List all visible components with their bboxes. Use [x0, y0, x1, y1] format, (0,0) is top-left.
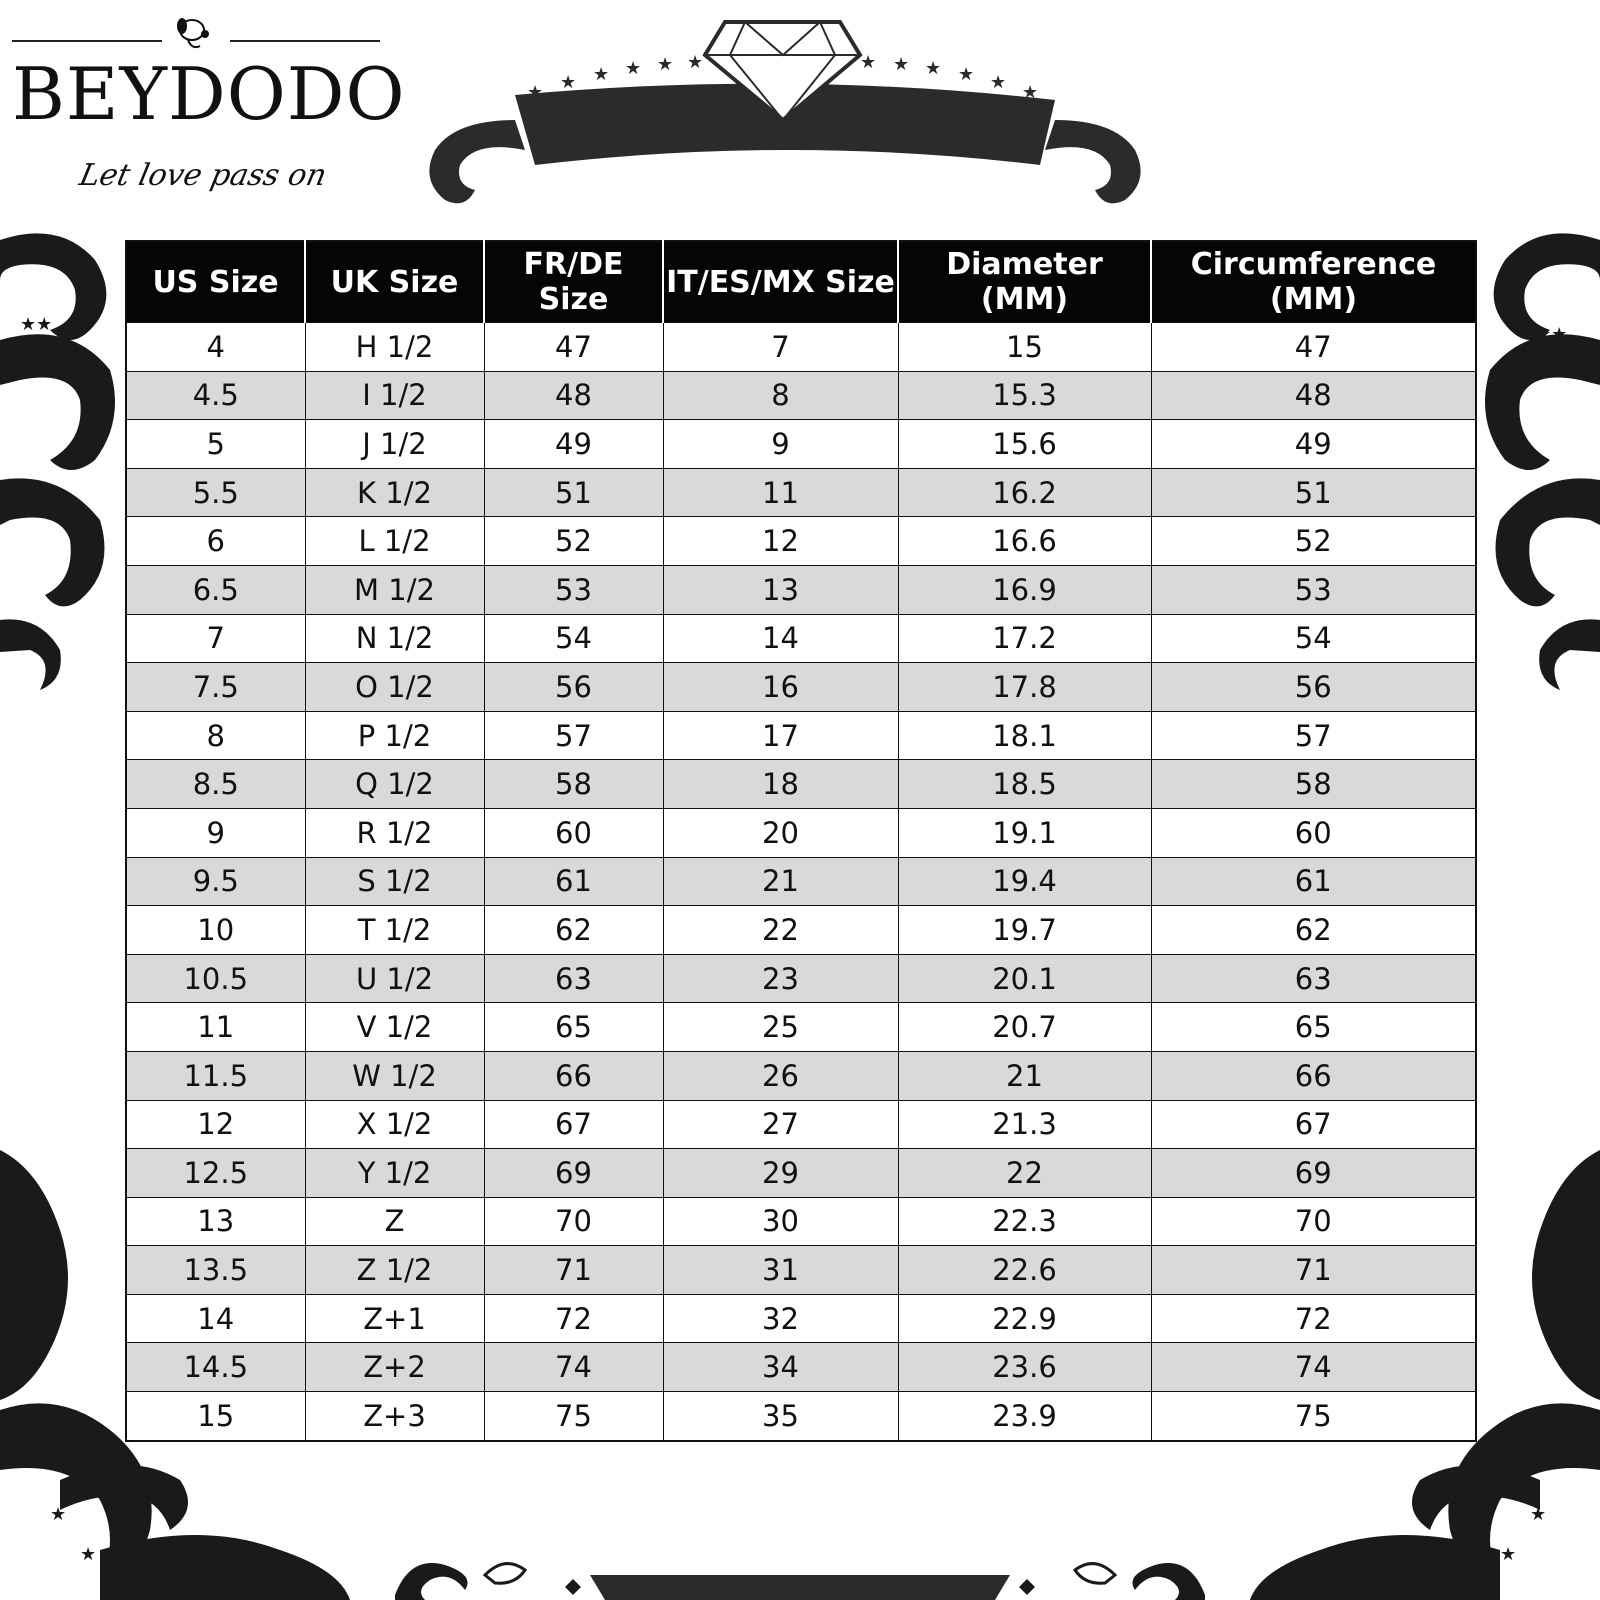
fr-de-size-cell: 67 — [484, 1100, 663, 1149]
us-size-cell: 13.5 — [126, 1246, 305, 1295]
svg-text:★: ★ — [657, 54, 674, 75]
circumference-cell: 72 — [1151, 1294, 1476, 1343]
column-header-us-size: US Size — [126, 241, 305, 323]
diameter-cell: 22.6 — [898, 1246, 1151, 1295]
uk-size-cell: I 1/2 — [305, 371, 484, 420]
diameter-cell: 21 — [898, 1051, 1151, 1100]
table-row — [126, 420, 1476, 469]
fr-de-size-cell: 47 — [484, 323, 663, 372]
it-es-mx-size-cell: 22 — [663, 906, 898, 955]
fr-de-size-cell: 63 — [484, 954, 663, 1003]
uk-size-cell: Z 1/2 — [305, 1246, 484, 1295]
column-header-uk-size: UK Size — [305, 241, 484, 323]
circumference-cell: 47 — [1151, 323, 1476, 372]
svg-text:★: ★ — [593, 64, 610, 85]
svg-text:★★: ★★ — [20, 314, 53, 335]
circumference-cell: 56 — [1151, 663, 1476, 712]
uk-size-cell: Z+2 — [305, 1343, 484, 1392]
diameter-cell: 17.8 — [898, 663, 1151, 712]
it-es-mx-size-cell: 11 — [663, 468, 898, 517]
it-es-mx-size-cell: 20 — [663, 808, 898, 857]
circumference-cell: 52 — [1151, 517, 1476, 566]
uk-size-cell: W 1/2 — [305, 1051, 484, 1100]
us-size-cell: 14 — [126, 1294, 305, 1343]
us-size-cell: 4 — [126, 323, 305, 372]
circumference-cell: 70 — [1151, 1197, 1476, 1246]
uk-size-cell: H 1/2 — [305, 323, 484, 372]
fr-de-size-cell: 60 — [484, 808, 663, 857]
it-es-mx-size-cell: 14 — [663, 614, 898, 663]
it-es-mx-size-cell: 25 — [663, 1003, 898, 1052]
it-es-mx-size-cell: 32 — [663, 1294, 898, 1343]
diameter-cell: 20.1 — [898, 954, 1151, 1003]
it-es-mx-size-cell: 18 — [663, 760, 898, 809]
it-es-mx-size-cell: 8 — [663, 371, 898, 420]
us-size-cell: 7.5 — [126, 663, 305, 712]
circumference-cell: 74 — [1151, 1343, 1476, 1392]
circumference-cell: 58 — [1151, 760, 1476, 809]
us-size-cell: 8 — [126, 711, 305, 760]
us-size-cell: 10 — [126, 906, 305, 955]
diameter-cell: 22.9 — [898, 1294, 1151, 1343]
us-size-cell: 15 — [126, 1392, 305, 1441]
table-row — [126, 1149, 1476, 1198]
it-es-mx-size-cell: 31 — [663, 1246, 898, 1295]
fr-de-size-cell: 57 — [484, 711, 663, 760]
column-header-circumference: Circumference (MM) — [1151, 241, 1476, 323]
us-size-cell: 14.5 — [126, 1343, 305, 1392]
uk-size-cell: Y 1/2 — [305, 1149, 484, 1198]
svg-text:★: ★ — [958, 64, 975, 85]
column-header-diameter: Diameter (MM) — [898, 241, 1151, 323]
fr-de-size-cell: 69 — [484, 1149, 663, 1198]
fr-de-size-cell: 72 — [484, 1294, 663, 1343]
fr-de-size-cell: 65 — [484, 1003, 663, 1052]
uk-size-cell: S 1/2 — [305, 857, 484, 906]
circumference-cell: 65 — [1151, 1003, 1476, 1052]
diameter-cell: 18.1 — [898, 711, 1151, 760]
table-row — [126, 614, 1476, 663]
diameter-cell: 16.2 — [898, 468, 1151, 517]
fr-de-size-cell: 53 — [484, 565, 663, 614]
diameter-cell: 19.7 — [898, 906, 1151, 955]
uk-size-cell: Z+1 — [305, 1294, 484, 1343]
it-es-mx-size-cell: 34 — [663, 1343, 898, 1392]
circumference-cell: 66 — [1151, 1051, 1476, 1100]
fr-de-size-cell: 74 — [484, 1343, 663, 1392]
right-scroll-ornament — [1475, 220, 1600, 700]
it-es-mx-size-cell: 16 — [663, 663, 898, 712]
circumference-cell: 67 — [1151, 1100, 1476, 1149]
us-size-cell: 9.5 — [126, 857, 305, 906]
circumference-cell: 53 — [1151, 565, 1476, 614]
table-row — [126, 1343, 1476, 1392]
it-es-mx-size-cell: 7 — [663, 323, 898, 372]
uk-size-cell: J 1/2 — [305, 420, 484, 469]
table-row — [126, 565, 1476, 614]
fr-de-size-cell: 71 — [484, 1246, 663, 1295]
it-es-mx-size-cell: 23 — [663, 954, 898, 1003]
table-row — [126, 1051, 1476, 1100]
diameter-cell: 19.1 — [898, 808, 1151, 857]
diameter-cell: 23.6 — [898, 1343, 1151, 1392]
table-row — [126, 711, 1476, 760]
fr-de-size-cell: 52 — [484, 517, 663, 566]
it-es-mx-size-cell: 17 — [663, 711, 898, 760]
fr-de-size-cell: 66 — [484, 1051, 663, 1100]
uk-size-cell: X 1/2 — [305, 1100, 484, 1149]
uk-size-cell: U 1/2 — [305, 954, 484, 1003]
brand-rule-right — [230, 40, 380, 42]
fr-de-size-cell: 48 — [484, 371, 663, 420]
us-size-cell: 7 — [126, 614, 305, 663]
fr-de-size-cell: 75 — [484, 1392, 663, 1441]
us-size-cell: 6 — [126, 517, 305, 566]
table-row — [126, 517, 1476, 566]
diameter-cell: 18.5 — [898, 760, 1151, 809]
us-size-cell: 12 — [126, 1100, 305, 1149]
us-size-cell: 5.5 — [126, 468, 305, 517]
dog-mascot-icon — [170, 12, 222, 52]
brand-name: BEYDODO — [12, 52, 406, 136]
it-es-mx-size-cell: 30 — [663, 1197, 898, 1246]
circumference-cell: 48 — [1151, 371, 1476, 420]
it-es-mx-size-cell: 9 — [663, 420, 898, 469]
us-size-cell: 4.5 — [126, 371, 305, 420]
svg-text:★: ★ — [1022, 82, 1039, 103]
circumference-cell: 51 — [1151, 468, 1476, 517]
it-es-mx-size-cell: 21 — [663, 857, 898, 906]
left-scroll-ornament — [0, 220, 125, 700]
table-row — [126, 323, 1476, 372]
svg-text:★: ★ — [687, 52, 704, 73]
brand-logo — [10, 8, 406, 208]
circumference-cell: 54 — [1151, 614, 1476, 663]
ring-size-table — [125, 240, 1477, 1442]
circumference-cell: 49 — [1151, 420, 1476, 469]
table-row — [126, 1392, 1476, 1441]
it-es-mx-size-cell: 27 — [663, 1100, 898, 1149]
fr-de-size-cell: 56 — [484, 663, 663, 712]
svg-text:★: ★ — [527, 82, 544, 103]
svg-text:★: ★ — [990, 72, 1007, 93]
svg-text:★: ★ — [80, 1544, 97, 1565]
table-row — [126, 808, 1476, 857]
us-size-cell: 10.5 — [126, 954, 305, 1003]
us-size-cell: 12.5 — [126, 1149, 305, 1198]
circumference-cell: 57 — [1151, 711, 1476, 760]
svg-text:★: ★ — [50, 1504, 67, 1525]
diameter-cell: 15.3 — [898, 371, 1151, 420]
circumference-cell: 69 — [1151, 1149, 1476, 1198]
uk-size-cell: Z — [305, 1197, 484, 1246]
diameter-cell: 19.4 — [898, 857, 1151, 906]
table-row — [126, 1294, 1476, 1343]
us-size-cell: 11.5 — [126, 1051, 305, 1100]
circumference-cell: 61 — [1151, 857, 1476, 906]
diameter-cell: 21.3 — [898, 1100, 1151, 1149]
uk-size-cell: K 1/2 — [305, 468, 484, 517]
svg-text:★: ★ — [1530, 1504, 1547, 1525]
circumference-cell: 60 — [1151, 808, 1476, 857]
svg-text:★: ★ — [925, 58, 942, 79]
diameter-cell: 17.2 — [898, 614, 1151, 663]
fr-de-size-cell: 70 — [484, 1197, 663, 1246]
table-row — [126, 1197, 1476, 1246]
uk-size-cell: R 1/2 — [305, 808, 484, 857]
diameter-cell: 23.9 — [898, 1392, 1151, 1441]
svg-text:★★: ★★ — [1535, 324, 1568, 345]
table-row — [126, 468, 1476, 517]
diameter-cell: 16.6 — [898, 517, 1151, 566]
top-banner-ornament — [415, 0, 1175, 215]
it-es-mx-size-cell: 13 — [663, 565, 898, 614]
uk-size-cell: Z+3 — [305, 1392, 484, 1441]
table-row — [126, 760, 1476, 809]
svg-text:★: ★ — [1500, 1544, 1517, 1565]
diameter-cell: 20.7 — [898, 1003, 1151, 1052]
uk-size-cell: V 1/2 — [305, 1003, 484, 1052]
brand-tagline: Let love pass on — [76, 158, 330, 193]
uk-size-cell: Q 1/2 — [305, 760, 484, 809]
diameter-cell: 15 — [898, 323, 1151, 372]
uk-size-cell: M 1/2 — [305, 565, 484, 614]
table-row — [126, 954, 1476, 1003]
fr-de-size-cell: 54 — [484, 614, 663, 663]
table-row — [126, 906, 1476, 955]
table-row — [126, 371, 1476, 420]
it-es-mx-size-cell: 35 — [663, 1392, 898, 1441]
us-size-cell: 5 — [126, 420, 305, 469]
uk-size-cell: O 1/2 — [305, 663, 484, 712]
uk-size-cell: N 1/2 — [305, 614, 484, 663]
table-row — [126, 1100, 1476, 1149]
diameter-cell: 22 — [898, 1149, 1151, 1198]
fr-de-size-cell: 62 — [484, 906, 663, 955]
fr-de-size-cell: 49 — [484, 420, 663, 469]
table-row — [126, 1246, 1476, 1295]
fr-de-size-cell: 58 — [484, 760, 663, 809]
circumference-cell: 71 — [1151, 1246, 1476, 1295]
bottom-bar-ornament — [395, 1545, 1205, 1600]
diameter-cell: 15.6 — [898, 420, 1151, 469]
circumference-cell: 62 — [1151, 906, 1476, 955]
us-size-cell: 9 — [126, 808, 305, 857]
table-row — [126, 663, 1476, 712]
us-size-cell: 8.5 — [126, 760, 305, 809]
it-es-mx-size-cell: 29 — [663, 1149, 898, 1198]
us-size-cell: 6.5 — [126, 565, 305, 614]
brand-rule-left — [12, 40, 162, 42]
uk-size-cell: T 1/2 — [305, 906, 484, 955]
table-header-row — [126, 241, 1476, 323]
diameter-cell: 22.3 — [898, 1197, 1151, 1246]
svg-text:★: ★ — [625, 58, 642, 79]
uk-size-cell: L 1/2 — [305, 517, 484, 566]
fr-de-size-cell: 51 — [484, 468, 663, 517]
column-header-fr-de-size: FR/DE Size — [484, 241, 663, 323]
svg-text:★: ★ — [893, 54, 910, 75]
us-size-cell: 11 — [126, 1003, 305, 1052]
us-size-cell: 13 — [126, 1197, 305, 1246]
table-row — [126, 1003, 1476, 1052]
diameter-cell: 16.9 — [898, 565, 1151, 614]
circumference-cell: 75 — [1151, 1392, 1476, 1441]
svg-text:★: ★ — [560, 72, 577, 93]
circumference-cell: 63 — [1151, 954, 1476, 1003]
it-es-mx-size-cell: 26 — [663, 1051, 898, 1100]
it-es-mx-size-cell: 12 — [663, 517, 898, 566]
uk-size-cell: P 1/2 — [305, 711, 484, 760]
column-header-it-es-mx-size: IT/ES/MX Size — [663, 241, 898, 323]
fr-de-size-cell: 61 — [484, 857, 663, 906]
table-row — [126, 857, 1476, 906]
svg-text:★: ★ — [860, 52, 877, 73]
